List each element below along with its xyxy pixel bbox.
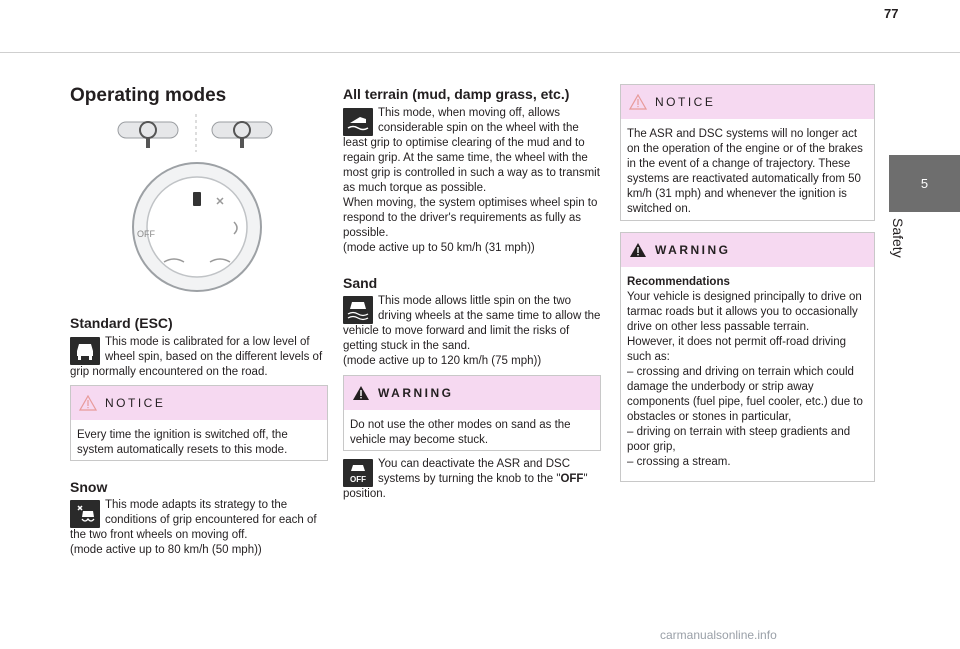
off-text-bold: OFF [560, 473, 584, 485]
sand-speed: (mode active up to 120 km/h (75 mph)) [343, 355, 542, 367]
off-paragraph [343, 457, 601, 502]
recommendations-text-2: However, it does not permit off-road driving such as: [627, 336, 847, 363]
snow-mode-icon [70, 500, 100, 528]
recommendations-item-3: – crossing a stream. [627, 456, 731, 468]
sand-heading: Sand [343, 275, 378, 291]
warning-title-right: WARNING [655, 243, 731, 257]
warning-triangle-icon [352, 385, 370, 401]
knob-icon [133, 163, 261, 291]
all-terrain-speed: (mode active up to 50 km/h (31 mph)) [343, 242, 535, 254]
off-mode-icon [343, 459, 373, 487]
chapter-tab[interactable] [889, 155, 960, 212]
standard-paragraph [70, 335, 328, 380]
snow-heading: Snow [70, 479, 108, 495]
chapter-label [884, 218, 914, 278]
recommendations-item-1: – crossing and driving on terrain which could damage the underbody or strip away components (fuel pipe, fuel cooler, etc.) due to obstacles or stones in particular, [627, 366, 863, 423]
notice-header [71, 386, 327, 420]
header-rule [0, 52, 960, 53]
warning-box-middle [343, 375, 601, 451]
notice-triangle-icon [79, 395, 97, 411]
off-text [343, 457, 601, 502]
chapter-title: Safety [890, 218, 906, 258]
notice-title: NOTICE [105, 396, 166, 410]
standard-mode-icon [70, 337, 100, 365]
sand-paragraph [343, 294, 601, 369]
notice-header-right [621, 85, 874, 119]
off-text-before: You can deactivate the ASR and DSC systems by turning the knob to the " [378, 458, 571, 485]
snow-paragraph [70, 498, 328, 558]
page-title: Operating modes [70, 85, 227, 106]
warning-box-right [620, 232, 875, 482]
sand-mode-icon [343, 296, 373, 324]
warning-triangle-icon [629, 242, 647, 258]
notice-triangle-icon [629, 94, 647, 110]
all-terrain-paragraph [343, 106, 601, 256]
all-terrain-heading: All terrain (mud, damp grass, etc.) [343, 86, 570, 102]
recommendations-heading: Recommendations [627, 276, 730, 288]
all-terrain-text-2: When moving, the system optimises wheel spin to respond to the driver's requirements as fully as possible. [343, 197, 598, 239]
chapter-number: 5 [920, 176, 929, 191]
mode-selector-illustration [112, 112, 282, 294]
knob-off-text: OFF [137, 229, 155, 239]
notice-title-right: NOTICE [655, 95, 716, 109]
all-terrain-mode-icon [343, 108, 373, 136]
notice-text: Every time the ignition is switched off, the system automatically resets to this mode. [77, 429, 288, 456]
page-number: 77 [884, 6, 899, 21]
steering-wheel-icon [118, 114, 272, 152]
warning-body-right [621, 267, 874, 476]
recommendations-item-2: – driving on terrain with steep gradients and poor grip, [627, 426, 851, 453]
snow-text: This mode adapts its strategy to the conditions of grip encountered for each of the two front wheels on moving off. [70, 499, 317, 541]
warning-title: WARNING [378, 386, 454, 400]
sand-text: This mode allows little spin on the two driving wheels at the same time to allow the vehicle to move forward and limit the risks of getting stuck in the sand. [343, 295, 601, 352]
standard-heading: Standard (ESC) [70, 315, 173, 331]
snow-speed: (mode active up to 80 km/h (50 mph)) [70, 544, 262, 556]
recommendations-text-1: Your vehicle is designed principally to drive on tarmac roads but it allows you to occasionally drive on other less passable terrain. [627, 291, 862, 333]
notice-box-left [70, 385, 328, 461]
off-text-after: " position. [343, 473, 588, 500]
watermark: carmanualsonline.info [660, 628, 777, 642]
notice-text-right: The ASR and DSC systems will no longer act on the operation of the engine or of the brakes in the event of a change of trajectory. These systems are reactivated automatically from 50 km/h (31 mph) and whenever the ignition is switched on. [627, 128, 863, 215]
off-icon-text: OFF [350, 474, 366, 484]
warning-header-right [621, 233, 874, 267]
warning-text: Do not use the other modes on sand as the vehicle may become stuck. [350, 419, 571, 446]
all-terrain-text-1: This mode, when moving off, allows considerable spin on the wheel with the least grip to optimise clearing of the mud and to regain grip. At the same time, the wheel with the most grip is controlled in such a way as to transmit as much torque as possible. [343, 107, 600, 194]
notice-box-right [620, 84, 875, 221]
standard-text: This mode is calibrated for a low level of wheel spin, based on the different levels of grip normally encountered on the road. [70, 336, 323, 378]
warning-header [344, 376, 600, 410]
